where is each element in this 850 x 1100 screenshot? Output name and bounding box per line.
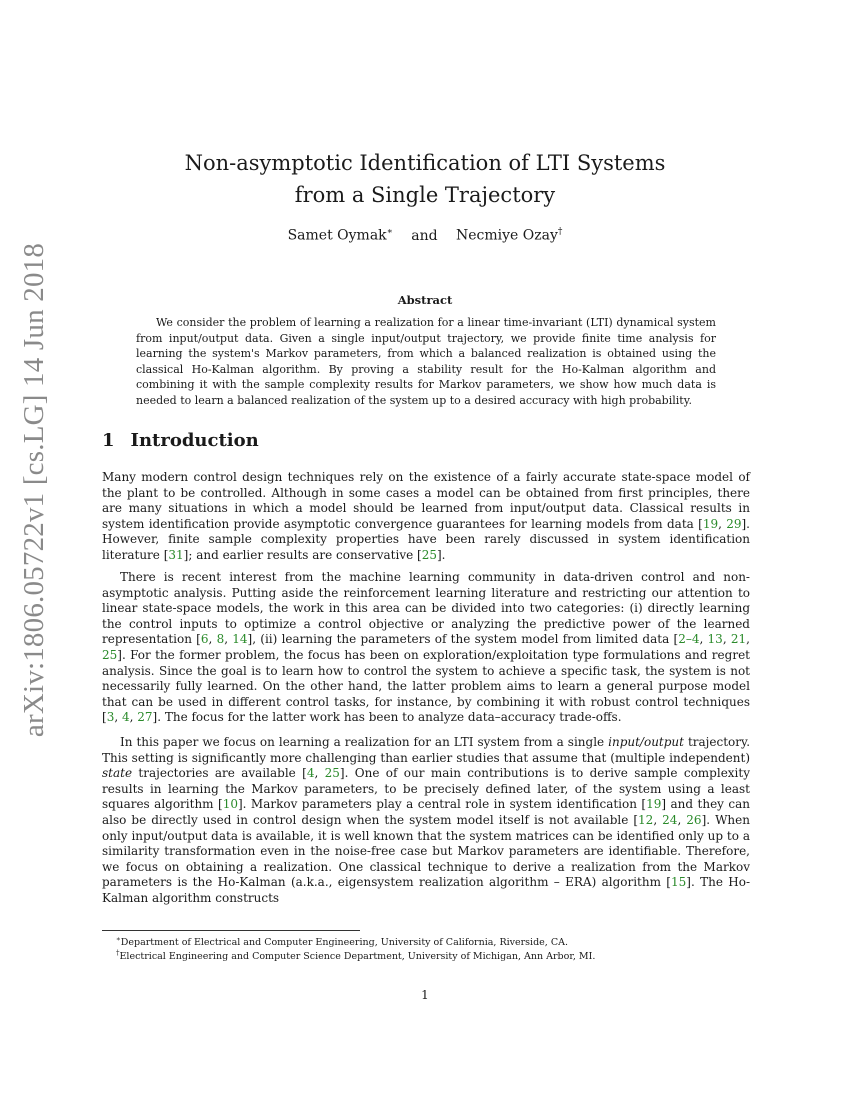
paper-title-line-2: from a Single Trajectory	[294, 183, 556, 207]
text-run: ,	[129, 710, 138, 725]
citation-link[interactable]: 29	[726, 516, 742, 531]
author-conjunction: and	[411, 227, 438, 244]
text-run: ,	[314, 766, 325, 781]
citation-link[interactable]: 19	[646, 797, 662, 812]
author-ozay-mark: †	[557, 227, 563, 237]
arxiv-stamp: arXiv:1806.05722v1 [cs.LG] 14 Jun 2018	[18, 242, 50, 738]
citation-link[interactable]: 3	[106, 710, 115, 725]
text-run: ,	[114, 710, 122, 725]
text-run: ]. When only input/output data is available, it is well known that the system matrices can be identified only up to a similarity transformation even in the noise-free case but Markov parameters are identifiable. Therefore, we focus on obtaining a realization. One classical technique to derive a realization from the Markov parameters is the Ho-Kalman (a.k.a., eigensystem realization algorithm – ERA) algorithm [	[102, 812, 750, 890]
text-run: Many modern control design techniques rely on the existence of a fairly accurate state-space model of the plant to be controlled. Although in some cases a model can be obtained from first principles, there are many situations in which a model should be learned from input/output data. Classical results in system identification provide asymptotic convergence guarantees for learning models from data [	[102, 470, 750, 531]
citation-link[interactable]: 4	[306, 766, 315, 781]
citation-link[interactable]: 13	[707, 632, 723, 647]
author-ozay: Necmiye Ozay	[456, 227, 558, 244]
text-run: ,	[699, 632, 708, 647]
citation-link[interactable]: 26	[686, 812, 702, 827]
citation-link[interactable]: 8	[216, 632, 225, 647]
citation-link[interactable]: 15	[670, 875, 687, 890]
author-oymak-mark: ∗	[386, 227, 393, 237]
citation-link[interactable]: 25	[421, 547, 437, 562]
citation-link[interactable]: 2–4	[678, 632, 700, 647]
author-list	[100, 227, 750, 244]
text-run: ]. The focus for the latter work has been to analyze data–accuracy trade-offs.	[152, 710, 622, 725]
section-heading	[102, 430, 259, 451]
text-run: ,	[208, 632, 217, 647]
section-title: Introduction	[130, 430, 259, 451]
intro-paragraph-2	[102, 570, 750, 726]
citation-link[interactable]: 19	[702, 516, 719, 531]
footnote-divider	[102, 930, 360, 931]
text-run: ], (ii) learning the parameters of the system model from limited data [	[247, 632, 679, 647]
section-number: 1	[102, 430, 115, 451]
footnote-1	[116, 935, 568, 948]
text-run: trajectory. This setting is significantly more challenging than earlier studies that assume that (multiple independent)	[102, 735, 751, 765]
text-run: ,	[224, 632, 233, 647]
text-run: ]. One of our main contributions is to derive sample complexity results in learning the Markov parameters, to be precisely defined later, of the system using a least squares algorithm [	[102, 766, 751, 812]
text-run: ,	[677, 812, 687, 827]
emphasis-state: state	[102, 766, 133, 781]
citation-link[interactable]: 21	[730, 632, 747, 647]
text-run: ,	[653, 812, 663, 827]
footnote-1-text: Department of Electrical and Computer Engineering, University of California, Riverside, CA.	[120, 937, 568, 949]
abstract-heading: Abstract	[397, 293, 453, 307]
footnote-2	[116, 949, 595, 962]
text-run: ]. For the former problem, the focus has been on exploration/exploitation type formulations and regret analysis. Since the goal is to learn how to control the system to achieve a specific task, the system is not necessarily fully learned. On the other hand, the latter problem aims to learn a general purpose model that can be used in different control tasks, for instance, by combining it with robust control techniques [	[102, 647, 750, 725]
footnote-1-mark: ∗	[116, 935, 121, 943]
text-run: ].	[436, 547, 446, 562]
footnote-2-mark: †	[116, 949, 120, 957]
text-run: ]; and earlier results are conservative [	[183, 547, 422, 562]
citation-link[interactable]: 12	[638, 812, 654, 827]
page-number: 1	[421, 988, 429, 1002]
text-run: In this paper we focus on learning a realization for an LTI system from a single	[120, 735, 609, 749]
text-run: ,	[722, 632, 731, 647]
text-run: There is recent interest from the machine learning community in data-driven control and non-asymptotic analysis. Putting aside the reinforcement learning literature and restricting our attention to linear state-space models, the work in this area can be divided into two categories: (i) directly learning the control inputs to optimize a control objective or analyzing the predictive power of the learned representation [	[102, 570, 750, 647]
text-run: ,	[746, 632, 750, 647]
citation-link[interactable]: 25	[324, 766, 340, 781]
citation-link[interactable]: 27	[137, 710, 153, 725]
footnote-2-text: Electrical Engineering and Computer Science Department, University of Michigan, Ann Arbor, MI.	[119, 951, 596, 963]
text-run: ,	[718, 516, 727, 531]
emphasis-input-output: input/output	[608, 735, 684, 749]
text-run: ]. However, finite sample complexity properties have been rarely discussed in system identification literature [	[102, 516, 750, 562]
citation-link[interactable]: 4	[121, 710, 130, 725]
text-run: trajectories are available [	[132, 766, 307, 781]
author-oymak: Samet Oymak	[287, 227, 387, 244]
citation-link[interactable]: 25	[102, 647, 118, 662]
paper-title-line-1: Non-asymptotic Identification of LTI Systems	[184, 151, 666, 175]
intro-paragraph-1	[102, 470, 750, 564]
text-run: ]. Markov parameters play a central role in system identification [	[237, 797, 647, 812]
citation-link[interactable]: 14	[232, 632, 248, 647]
citation-link[interactable]: 6	[200, 632, 209, 647]
text-run: ] and they can also be directly used in control design when the system model itself is not available [	[102, 797, 750, 827]
intro-paragraph-3	[102, 735, 750, 907]
abstract-body: We consider the problem of learning a realization for a linear time-invariant (LTI) dynamical system from input/output data. Given a single input/output trajectory, we provide finite time analysis for learning the system's Markov parameters, from which a balanced realization is obtained using the classical Ho-Kalman algorithm. By proving a stability result for the Ho-Kalman algorithm and combining it with the sample complexity results for Markov parameters, we show how much data is needed to learn a balanced realization of the system up to a desired accuracy with high probability.	[136, 316, 716, 407]
text-run: ]. The Ho-Kalman algorithm constructs	[102, 875, 750, 905]
citation-link[interactable]: 24	[662, 812, 678, 827]
citation-link[interactable]: 31	[168, 547, 184, 562]
citation-link[interactable]: 10	[222, 797, 238, 812]
